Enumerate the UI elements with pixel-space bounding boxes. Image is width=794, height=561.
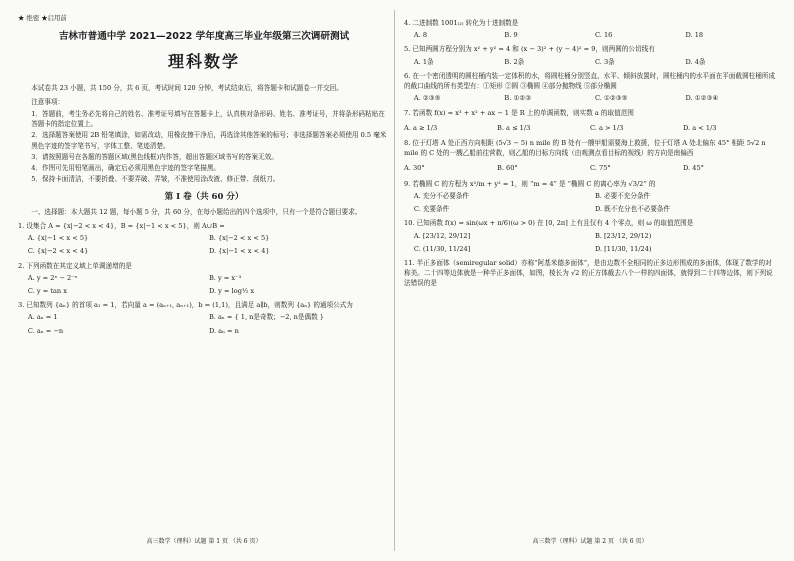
- option-d: D. 既不充分也不必要条件: [594, 205, 671, 214]
- option-c: C. 充要条件: [413, 205, 450, 214]
- question-5-stem: 5. 已知两圆方程分别为 x² + y² = 4 和 (x − 3)² + (y − 4)² = 9，则两圆的公切线有: [404, 45, 655, 54]
- option-a: A. {x|−1 < x < 5}: [27, 234, 89, 243]
- option-c: C. y = tan x: [27, 287, 67, 296]
- section-intro: 一、选择题：本大题共 12 题，每小题 5 分，共 60 分，在每小题给出的四个选项中，只有一个是符合题目要求。: [31, 207, 362, 216]
- option-b: B. {x|−2 < x < 5}: [208, 234, 270, 243]
- subject-title: 理科数学: [167, 51, 240, 71]
- page-divider: [394, 10, 395, 551]
- option-b: B. 2条: [504, 57, 525, 66]
- option-d: D. 18: [685, 31, 704, 40]
- notice-item: 5．保持卡面清洁，不要折叠、不要弄破、弄皱，不准使用涂改液、修正带、刮纸刀。: [31, 175, 280, 184]
- question-5-options: [414, 57, 776, 67]
- page-1: [18, 14, 390, 546]
- option-a: A. ②③⑤: [413, 94, 441, 103]
- option-b: B. aₙ = { 1, n是奇数；−2, n是偶数 }: [208, 313, 325, 322]
- notice-item: 1．答题前，考生务必先将自己的姓名、准考证号填写在答题卡上，认真核对条形码、姓名、准考证号，并将条形码粘贴在答题卡的指定位置上。: [31, 110, 385, 129]
- option-b: B. ①②③: [504, 94, 532, 103]
- option-b: B. a ≤ 1/3: [497, 123, 531, 132]
- option-d: D. [11/30, 11/24): [594, 244, 652, 253]
- option-b: B. 60°: [497, 164, 518, 173]
- question-1-options: [28, 233, 390, 256]
- question-9-options: [414, 191, 776, 214]
- page-2: [404, 14, 776, 546]
- question-4-stem: 4. 二进制数 1001₍₂₎ 转化为十进制数是: [404, 19, 519, 27]
- question-11-stem: 11. 半正多面体（semiregular solid）亦称“阿基米德多面体”，是由边数不全相同的正多边形围成的多面体，体现了数学的对称美。二十四等边体就是一种半正多面体，如图，棱长为 √2 的正方体截去八个一样的四面体，就得到二十四等边体，则下列说法错误的是: [404, 258, 773, 288]
- question-6-options: [414, 93, 776, 103]
- option-d: D. ①②③④: [685, 94, 719, 103]
- option-a: A. aₙ = 1: [27, 313, 58, 322]
- option-b: B. [23/12, 29/12): [594, 231, 652, 240]
- option-d: D. 45°: [683, 164, 704, 173]
- option-b: B. 9: [504, 31, 518, 40]
- question-7-stem: 7. 若函数 f(x) = x³ + x² + ax − 1 是 R 上的单调函数，则实数 a 的取值范围: [404, 108, 634, 117]
- intro-text: 本试卷共 23 小题，共 150 分，共 6 页，考试时间 120 分钟，考试结束后，将答题卡和试题卷一并交回。: [31, 83, 343, 92]
- option-a: A. 8: [413, 31, 428, 40]
- question-3-options: [28, 312, 390, 335]
- option-b: B. 必要不充分条件: [594, 191, 651, 200]
- confidential-mark: ★ 绝密 ★启用前: [18, 14, 67, 22]
- question-8-stem: 8. 位于灯塔 A 处正西方向相距 (5√3 − 5) n mile 的 B 处有一艘甲船需要海上救援，位于灯塔 A 处北偏东 45° 相距 5√2 n mile 的 C 处的一艘乙船前往营救，则乙船的目标方向线（由观测点看目标的视线）的方向是南偏西: [404, 138, 766, 158]
- option-c: C. aₙ = −n: [27, 326, 64, 335]
- notice-item: 4．作图可先用铅笔画出，确定后必须用黑色字迹的签字笔描黑。: [31, 164, 221, 173]
- question-7-options: [404, 123, 776, 133]
- page-footer: 高三数学（理科）试题 第 2 页 （共 6 页）: [532, 537, 648, 545]
- option-c: C. {x|−2 < x < 4}: [27, 247, 89, 256]
- question-6-stem: 6. 在一个密闭透明的圆柱桶内装一定体积的水，将圆柱桶分别竖直、水平、倾斜放置时，圆柱桶内的水平面在平面截圆柱桶所成的截口曲线的所有类型有：①矩形 ②圆 ③椭圆 ④部分抛物线 ⑤部分椭圆: [404, 71, 776, 91]
- page-footer: 高三数学（理科）试题 第 1 页 （共 6 页）: [146, 537, 262, 545]
- option-c: C. a > 1/3: [590, 123, 624, 132]
- option-a: A. 30°: [404, 164, 425, 173]
- option-a: A. 1条: [413, 57, 434, 66]
- option-d: D. y = log½ x: [208, 287, 255, 296]
- question-4-options: [414, 30, 776, 40]
- exam-title: 吉林市普通中学 2021—2022 学年度高三毕业年级第三次调研测试: [58, 30, 350, 42]
- option-a: A. [23/12, 29/12]: [413, 231, 471, 240]
- option-d: D. 4条: [685, 57, 706, 66]
- question-10-stem: 10. 已知函数 f(x) = sin(ωx + π/6)(ω > 0) 在 [0, 2π] 上有且仅有 4 个零点，则 ω 的取值范围是: [404, 219, 694, 228]
- option-d: D. aₙ = n: [208, 326, 239, 335]
- notice-item: 3．请按照题号在各题的答题区域(黑色线框)内作答，超出答题区域书写的答案无效。: [31, 152, 278, 161]
- option-d: D. a < 1/3: [683, 123, 717, 132]
- question-1-stem: 1. 设集合 A = {x|−2 < x < 4}，B = {x|−1 < x < 5}，则 A∪B =: [18, 221, 225, 230]
- option-c: C. 16: [594, 31, 613, 40]
- option-d: D. {x|−1 < x < 4}: [208, 247, 270, 256]
- notice-item: 2．选择题答案使用 2B 铅笔填涂，如需改动，用橡皮擦干净后，再选涂其他答案的标号；非选择题答案必须使用 0.5 毫米黑色字迹的签字笔书写，字体工整、笔迹清楚。: [31, 131, 387, 150]
- option-a: A. a ≥ 1/3: [404, 123, 438, 132]
- option-a: A. y = 2ˣ − 2⁻ˣ: [27, 273, 78, 282]
- option-c: C. ①②③⑤: [594, 94, 628, 103]
- question-8-options: [404, 163, 776, 173]
- notice-heading: 注意事项：: [31, 97, 65, 106]
- question-2-stem: 2. 下列函数在其定义域上单调递增的是: [18, 261, 132, 270]
- question-3-stem: 3. 已知数列 {aₙ} 的首项 a₁ = 1，若向量 a = (aₙ₊₁, aₙ₊₁)，b = (1,1)，且满足 a∥b，则数列 {aₙ} 的通项公式为: [18, 301, 353, 310]
- option-a: A. 充分不必要条件: [413, 191, 470, 200]
- section-heading: 第 I 卷（共 60 分）: [164, 191, 244, 202]
- question-9-stem: 9. 若椭圆 C 的方程为 x²/m + y² = 1，则 “m = 4” 是 “椭圆 C 的离心率为 √3/2” 的: [404, 179, 656, 188]
- question-10-options: [414, 231, 776, 254]
- option-c: C. (11/30, 11/24]: [413, 244, 471, 253]
- option-c: C. 75°: [590, 164, 611, 173]
- option-b: B. y = x⁻³: [208, 273, 242, 282]
- question-2-options: [28, 273, 390, 296]
- option-c: C. 3条: [594, 57, 615, 66]
